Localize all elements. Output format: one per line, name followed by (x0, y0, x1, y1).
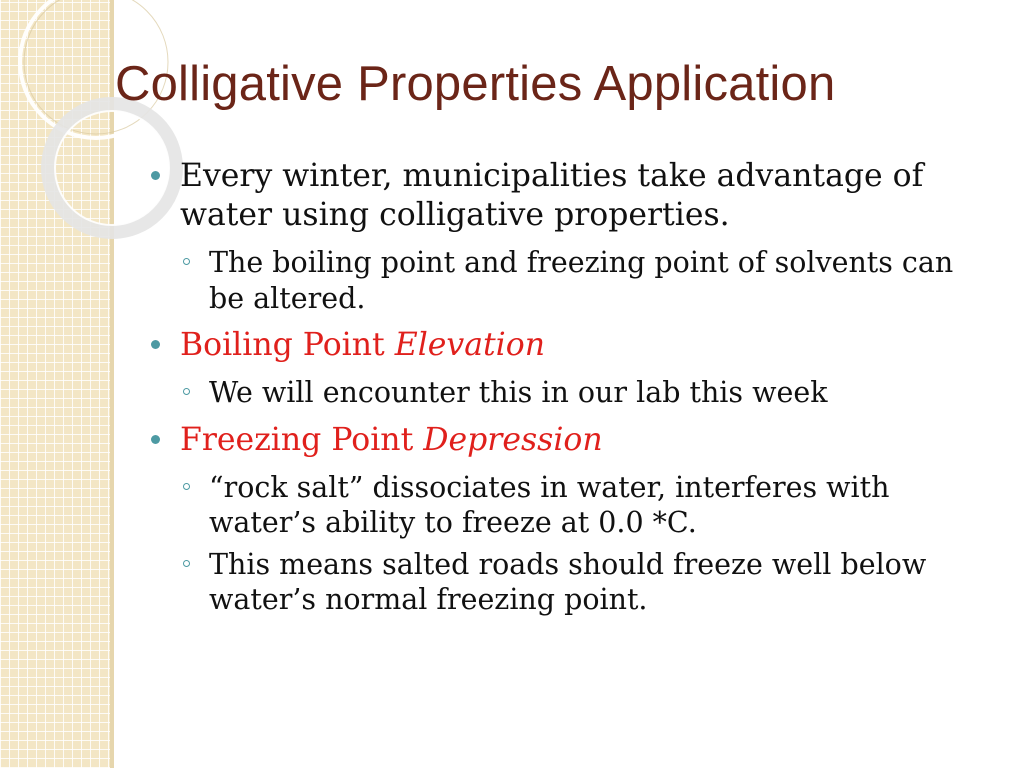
sub-bullet-text: This means salted roads should freeze well below water’s normal freezing point. (209, 547, 927, 616)
sub-bullet-text: The boiling point and freezing point of solvents can be altered. (209, 246, 954, 315)
sub-bullet-item (179, 375, 980, 411)
bullet-text: Freezing Point (180, 421, 424, 458)
bullet-item-2 (145, 326, 980, 365)
bullet-dot-icon (151, 171, 160, 180)
sub-bullet-item (179, 547, 980, 618)
bullet-item-3 (145, 421, 980, 460)
sub-bullet-ring-icon (183, 258, 190, 265)
sub-bullet-ring-icon (183, 560, 190, 567)
sub-bullet-item (179, 245, 980, 316)
bullet-dot-icon (151, 435, 160, 444)
bullet-text: Every winter, municipalities take advantage of water using colligative properties. (180, 158, 924, 233)
sub-bullet-item (179, 470, 980, 541)
sub-bullet-text: We will encounter this in our lab this week (209, 376, 828, 409)
bullet-emphasis: Elevation (394, 327, 545, 363)
bullet-dot-icon (151, 340, 160, 349)
bullet-list (145, 157, 980, 618)
bullet-emphasis: Depression (423, 421, 603, 458)
slide-title: Colligative Properties Application (115, 57, 836, 111)
bullet-item-1 (145, 157, 980, 235)
sub-bullet-text: “rock salt” dissociates in water, interferes with water’s ability to freeze at 0.0 *C. (209, 470, 890, 539)
sub-bullet-ring-icon (183, 483, 190, 490)
bullet-text: Boiling Point (180, 327, 395, 363)
sub-bullet-ring-icon (183, 388, 190, 395)
